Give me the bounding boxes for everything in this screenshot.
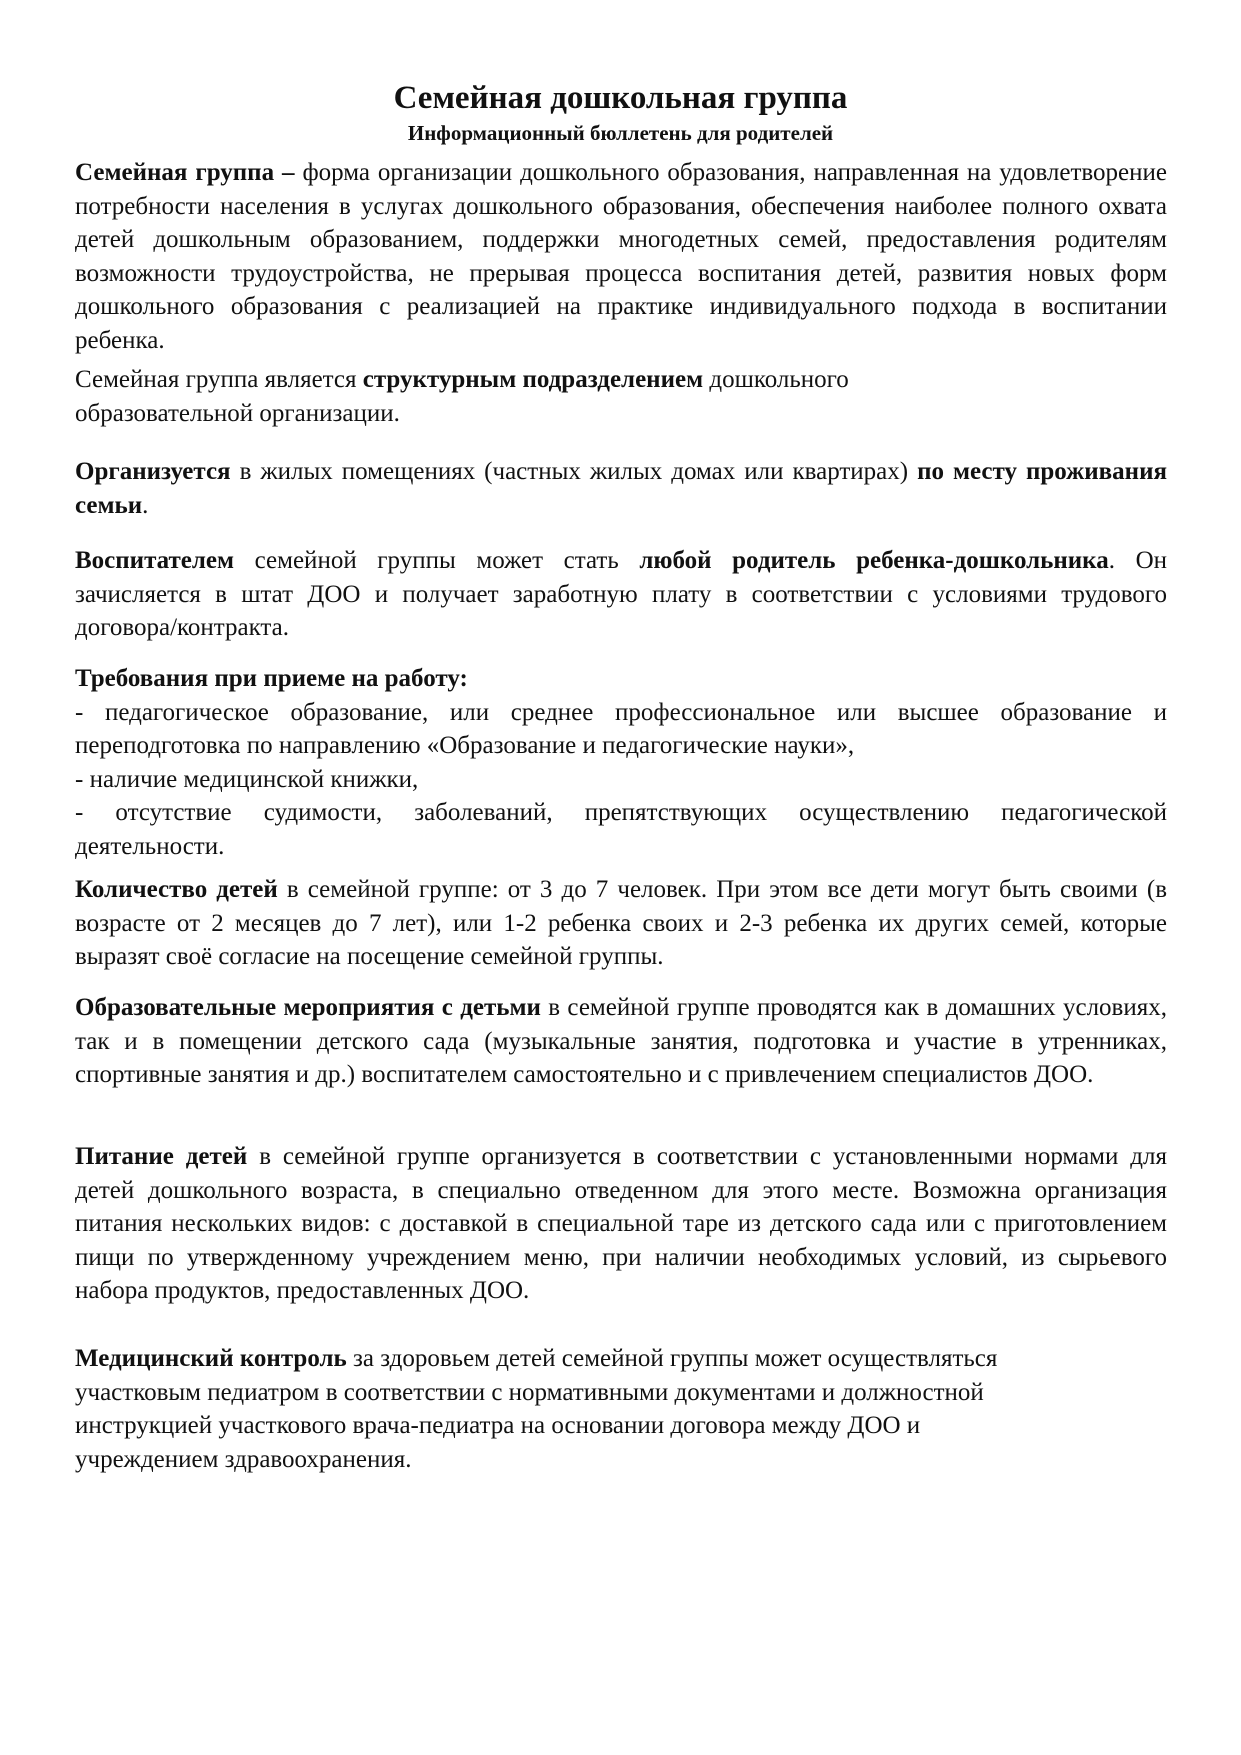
educator-term: Воспитателем — [75, 547, 235, 574]
requirements-heading-text: Требования при приеме на работу: — [75, 665, 468, 692]
nutrition-text: в семейной группе организуется в соответствии с установленными нормами для детей дошкольного возраста, в специально отведенном для этого месте. Возможна организация питания нескольких видов: с доставкой в специальной таре из детского сада или с приготовлением пищи по утвержденному учреждением меню, при наличии необходимых условий, из сырьевого набора продуктов, предоставленных ДОО. — [75, 1143, 1167, 1305]
paragraph-medical — [75, 1342, 1167, 1476]
paragraph-educator — [75, 544, 1167, 645]
organization-term: Организуется — [75, 458, 231, 485]
medical-text-3: инструкцией участкового врача-педиатра на основании договора между ДОО и — [75, 1412, 921, 1440]
medical-term: Медицинский контроль — [75, 1345, 347, 1372]
paragraph-children-count — [75, 873, 1167, 974]
requirement-item: - наличие медицинской книжки, — [75, 765, 419, 793]
requirements-section — [75, 662, 1167, 864]
structure-text-1: Семейная группа является — [75, 366, 363, 393]
activities-text: в семейной группе проводятся как в домашних условиях, так и в помещении детского сада (музыкальные занятия, подготовка и участие в утренниках, спортивные занятия и др.) воспитателем самостоятельно и с привлечением специалистов ДОО. — [75, 994, 1167, 1089]
paragraph-activities — [75, 991, 1167, 1092]
educator-who: любой родитель ребенка-дошкольника — [639, 547, 1109, 574]
requirement-item: - отсутствие судимости, заболеваний, препятствующих осуществлению педагогической деятельности. — [75, 799, 1167, 860]
structure-text-3: образовательной организации. — [75, 399, 400, 427]
medical-text-4: учреждением здравоохранения. — [75, 1445, 412, 1473]
children-count-term: Количество детей — [75, 876, 278, 903]
requirement-item: - педагогическое образование, или среднее профессиональное или высшее образование и переподготовка по направлению «Образование и педагогические науки», — [75, 698, 1167, 760]
paragraph-structure — [75, 363, 1167, 430]
paragraph-definition — [75, 156, 1167, 358]
nutrition-term: Питание детей — [75, 1143, 248, 1170]
educator-text-2: . Он зачисляется в штат ДОО и получает заработную плату в соответствии с условиями трудового договора/контракта. — [75, 547, 1168, 642]
definition-term: Семейная группа – — [75, 159, 295, 186]
definition-text: форма организации дошкольного образования, направленная на удовлетворение потребности населения в услугах дошкольного образования, обеспечения наиболее полного охвата детей дошкольным образованием, поддержки многодетных семей, предоставления родителям возможности трудоустройства, не прерывая процесса воспитания детей, развития новых форм дошкольного образования с реализацией на практике индивидуального подхода в воспитании ребенка. — [75, 159, 1167, 354]
requirements-heading — [75, 662, 1167, 696]
document-title: Семейная дошкольная группа — [393, 80, 848, 116]
organization-text-2: . — [142, 491, 149, 519]
activities-term: Образовательные мероприятия с детьми — [75, 994, 541, 1021]
medical-text-1: за здоровьем детей семейной группы может осуществляться — [346, 1345, 998, 1372]
medical-text-2: участковым педиатром в соответствии с нормативными документами и должностной — [75, 1378, 984, 1406]
educator-text-1: семейной группы может стать — [234, 547, 640, 574]
structure-term: структурным подразделением — [362, 366, 704, 393]
document-subtitle: Информационный бюллетень для родителей — [407, 121, 834, 145]
paragraph-organization — [75, 455, 1167, 522]
organization-place: по месту проживания семьи — [75, 458, 1168, 519]
organization-text-1: в жилых помещениях (частных жилых домах или квартирах) — [230, 458, 918, 485]
structure-text-2: дошкольного — [703, 366, 849, 393]
paragraph-nutrition — [75, 1140, 1167, 1308]
children-count-text: в семейной группе: от 3 до 7 человек. При этом все дети могут быть своими (в возрасте от 2 месяцев до 7 лет), или 1-2 ребенка своих и 2-3 ребенка их других семей, которые выразят своё согласие на посещение семейной группы. — [75, 876, 1167, 971]
